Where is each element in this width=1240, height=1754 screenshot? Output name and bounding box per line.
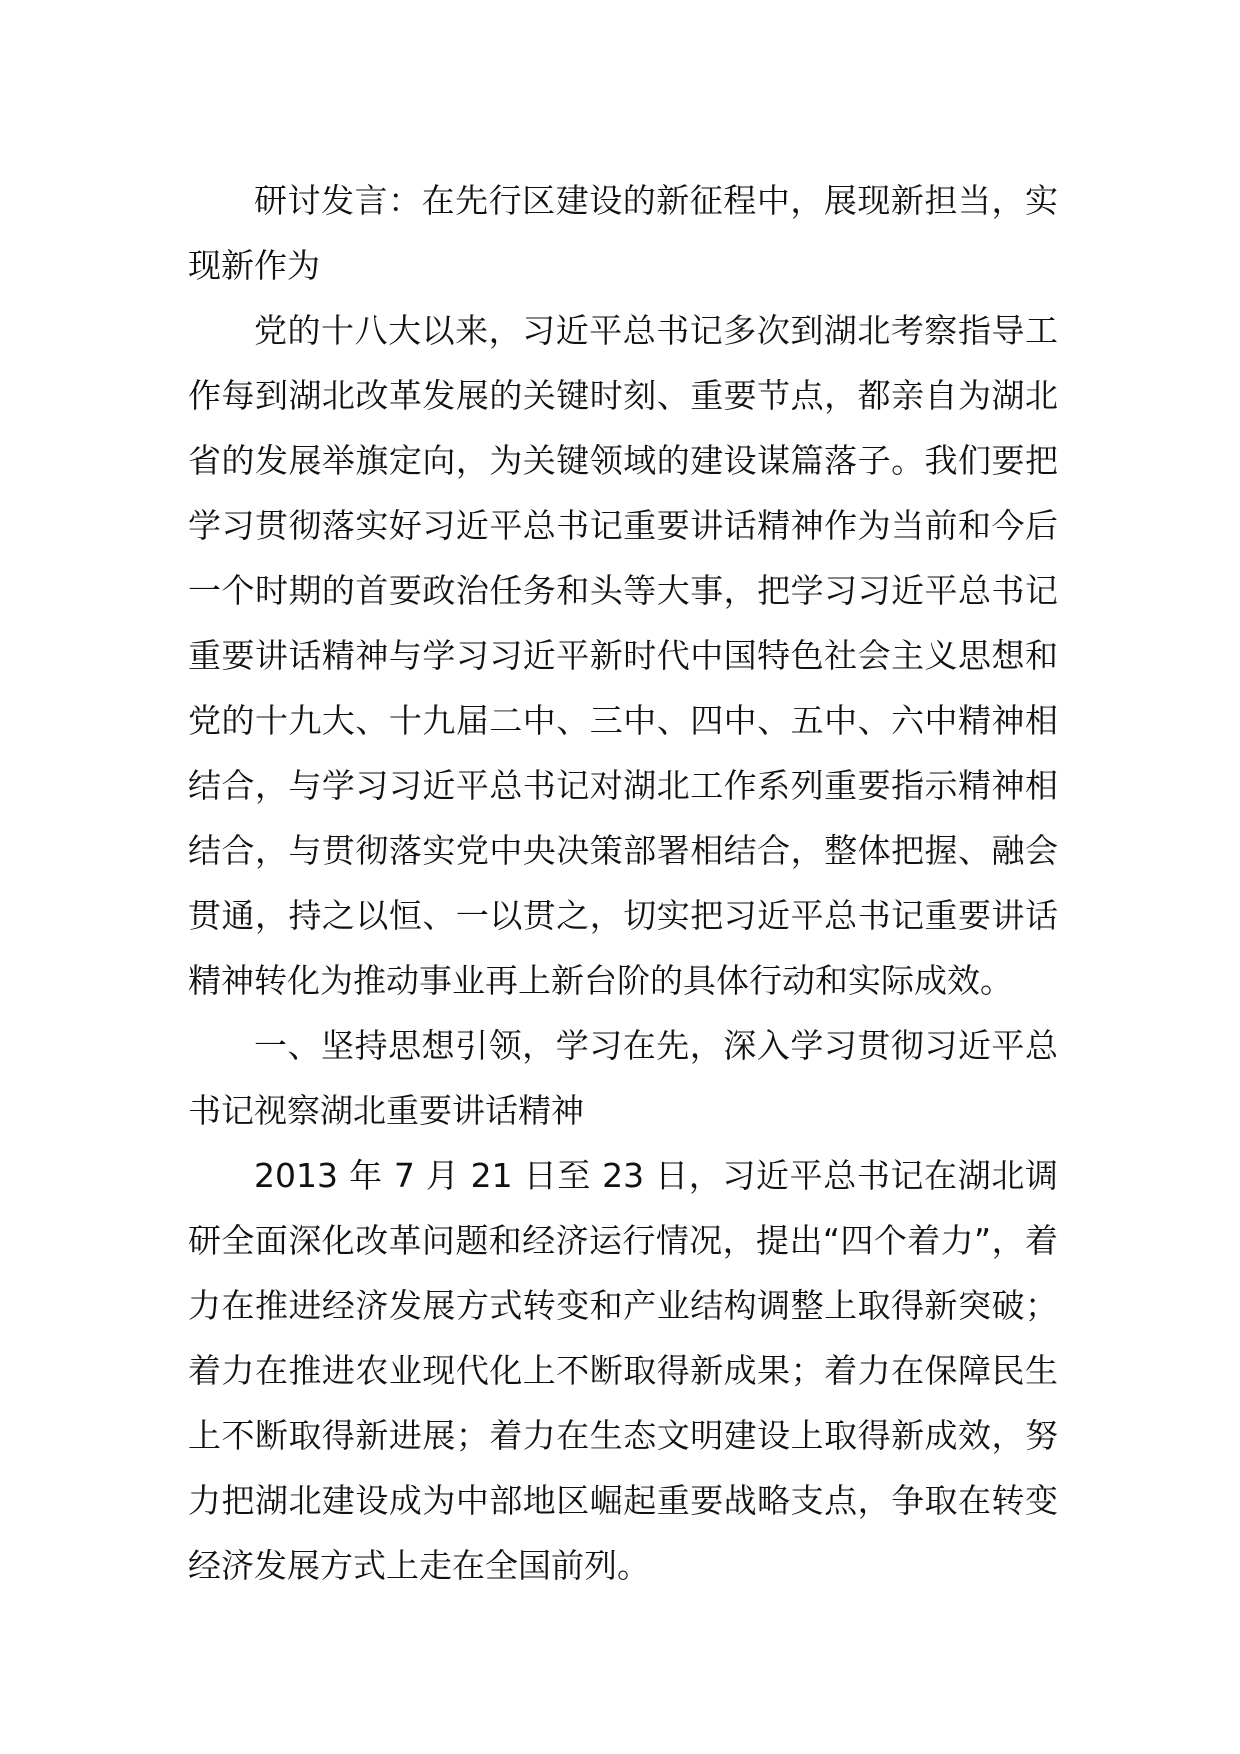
body-paragraph: 党的十八大以来，习近平总书记多次到湖北考察指导工作每到湖北改革发展的关键时刻、重要节点，都亲自为湖北省的发展举旗定向，为关键领域的建设谋篇落子。我们要把学习贯彻落实好习近平总书记重要讲话精神作为当前和今后一个时期的首要政治任务和头等大事，把学习习近平总书记重要讲话精神与学习习近平新时代中国特色社会主义思想和党的十九大、十九届二中、三中、四中、五中、六中精神相结合，与学习习近平总书记对湖北工作系列重要指示精神相结合，与贯彻落实党中央决策部署相结合，整体把握、融会贯通，持之以恒、一以贯之，切实把习近平总书记重要讲话精神转化为推动事业再上新台阶的具体行动和实际成效。 bbox=[188, 311, 1058, 1000]
document-title: 研讨发言：在先行区建设的新征程中，展现新担当，实现新作为 bbox=[188, 181, 1058, 285]
section-heading: 一、坚持思想引领，学习在先，深入学习贯彻习近平总书记视察湖北重要讲话精神 bbox=[188, 1026, 1058, 1130]
body-paragraph: 2013 年 7 月 21 日至 23 日，习近平总书记在湖北调研全面深化改革问题和经济运行情况，提出“四个着力”，着力在推进经济发展方式转变和产业结构调整上取得新突破；着力在推进农业现代化上不断取得新成果；着力在保障民生上不断取得新进展；着力在生态文明建设上取得新成效，努力把湖北建设成为中部地区崛起重要战略支点，争取在转变经济发展方式上走在全国前列。 bbox=[188, 1156, 1058, 1585]
document-body bbox=[188, 168, 1058, 1598]
